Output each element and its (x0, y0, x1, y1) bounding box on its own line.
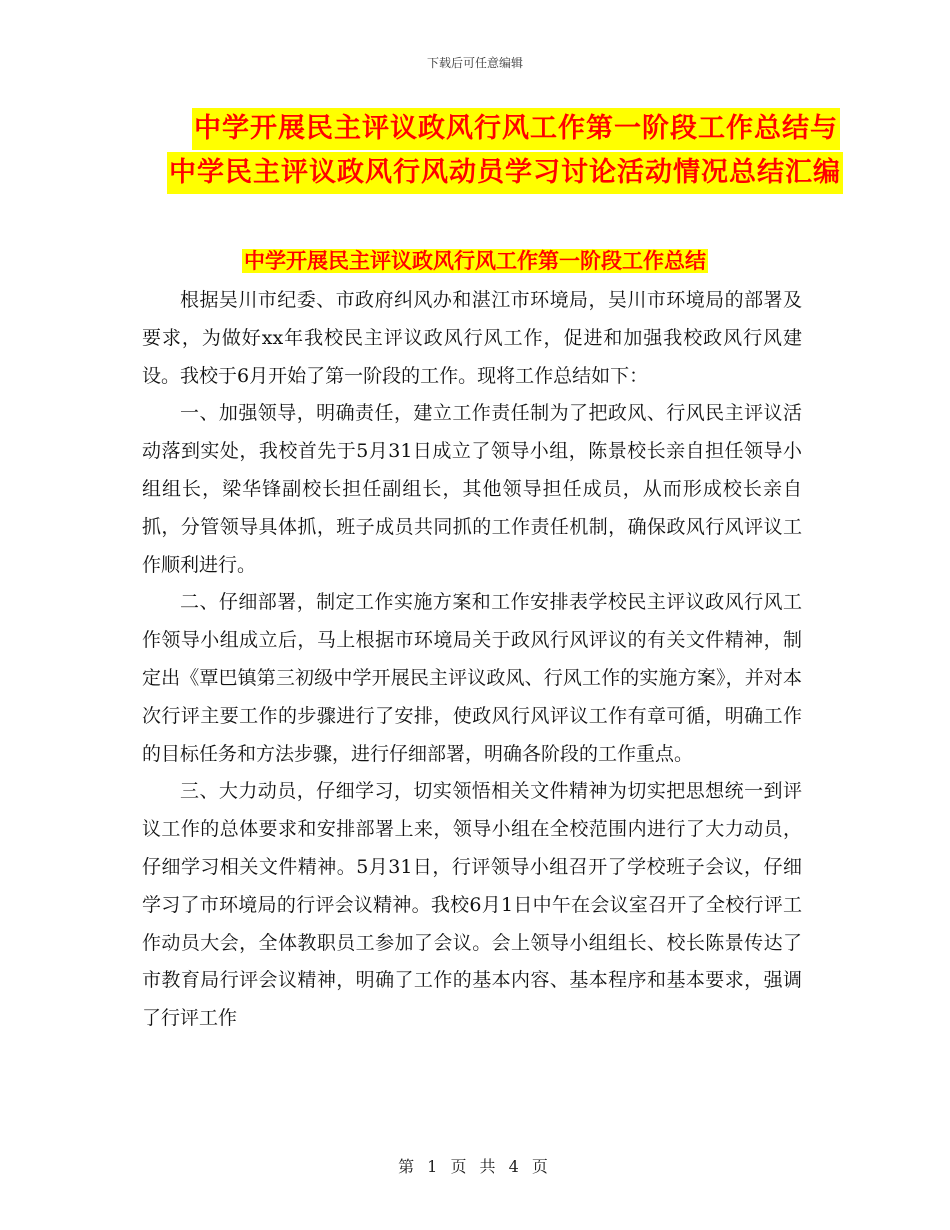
title-line-1: 中学开展民主评议政风行风工作第一阶段工作总结与 (192, 108, 840, 150)
paragraph-intro: 根据吴川市纪委、市政府纠风办和湛江市环境局，吴川市环境局的部署及要求，为做好xx年我校民主评议政风行风工作，促进和加强我校政风行风建设。我校于6月开始了第一阶段的工作。现将工作总结如下： (142, 289, 802, 387)
document-body (142, 282, 802, 1038)
section-heading (0, 244, 950, 278)
section-heading-text: 中学开展民主评议政风行风工作第一阶段工作总结 (244, 249, 706, 273)
title-line-2: 中学民主评议政风行风动员学习讨论活动情况总结汇编 (167, 152, 843, 194)
header-note: 下载后可任意编辑 (426, 56, 523, 70)
paragraph-section-3: 三、大力动员，仔细学习，切实领悟相关文件精神为切实把思想统一到评议工作的总体要求和安排部署上来，领导小组在全校范围内进行了大力动员，仔细学习相关文件精神。5月31日，行评领导小组召开了学校班子会议，仔细学习了市环境局的行评会议精神。我校6月1日中午在会议室召开了全校行评工作动员大会，全体教职员工参加了会议。会上领导小组组长、校长陈景传达了市教育局行评会议精神，明确了工作的基本内容、基本程序和基本要求，强调了行评工作 (142, 780, 802, 1030)
page-number: 第 1 页 共 4 页 (398, 1157, 552, 1176)
paragraph-section-1: 一、加强领导，明确责任，建立工作责任制为了把政风、行风民主评议活动落到实处，我校首先于5月31日成立了领导小组，陈景校长亲自担任领导小组组长，梁华锋副校长担任副组长，其他领导担任成员，从而形成校长亲自抓，分管领导具体抓，班子成员共同抓的工作责任机制，确保政风行风评议工作顺利进行。 (142, 402, 802, 576)
document-title (140, 108, 840, 194)
paragraph-section-2: 二、仔细部署，制定工作实施方案和工作安排表学校民主评议政风行风工作领导小组成立后，马上根据市环境局关于政风行风评议的有关文件精神，制定出《覃巴镇第三初级中学开展民主评议政风、行风工作的实施方案》，并对本次行评主要工作的步骤进行了安排，使政风行风评议工作有章可循，明确工作的目标任务和方法步骤，进行仔细部署，明确各阶段的工作重点。 (142, 591, 802, 765)
